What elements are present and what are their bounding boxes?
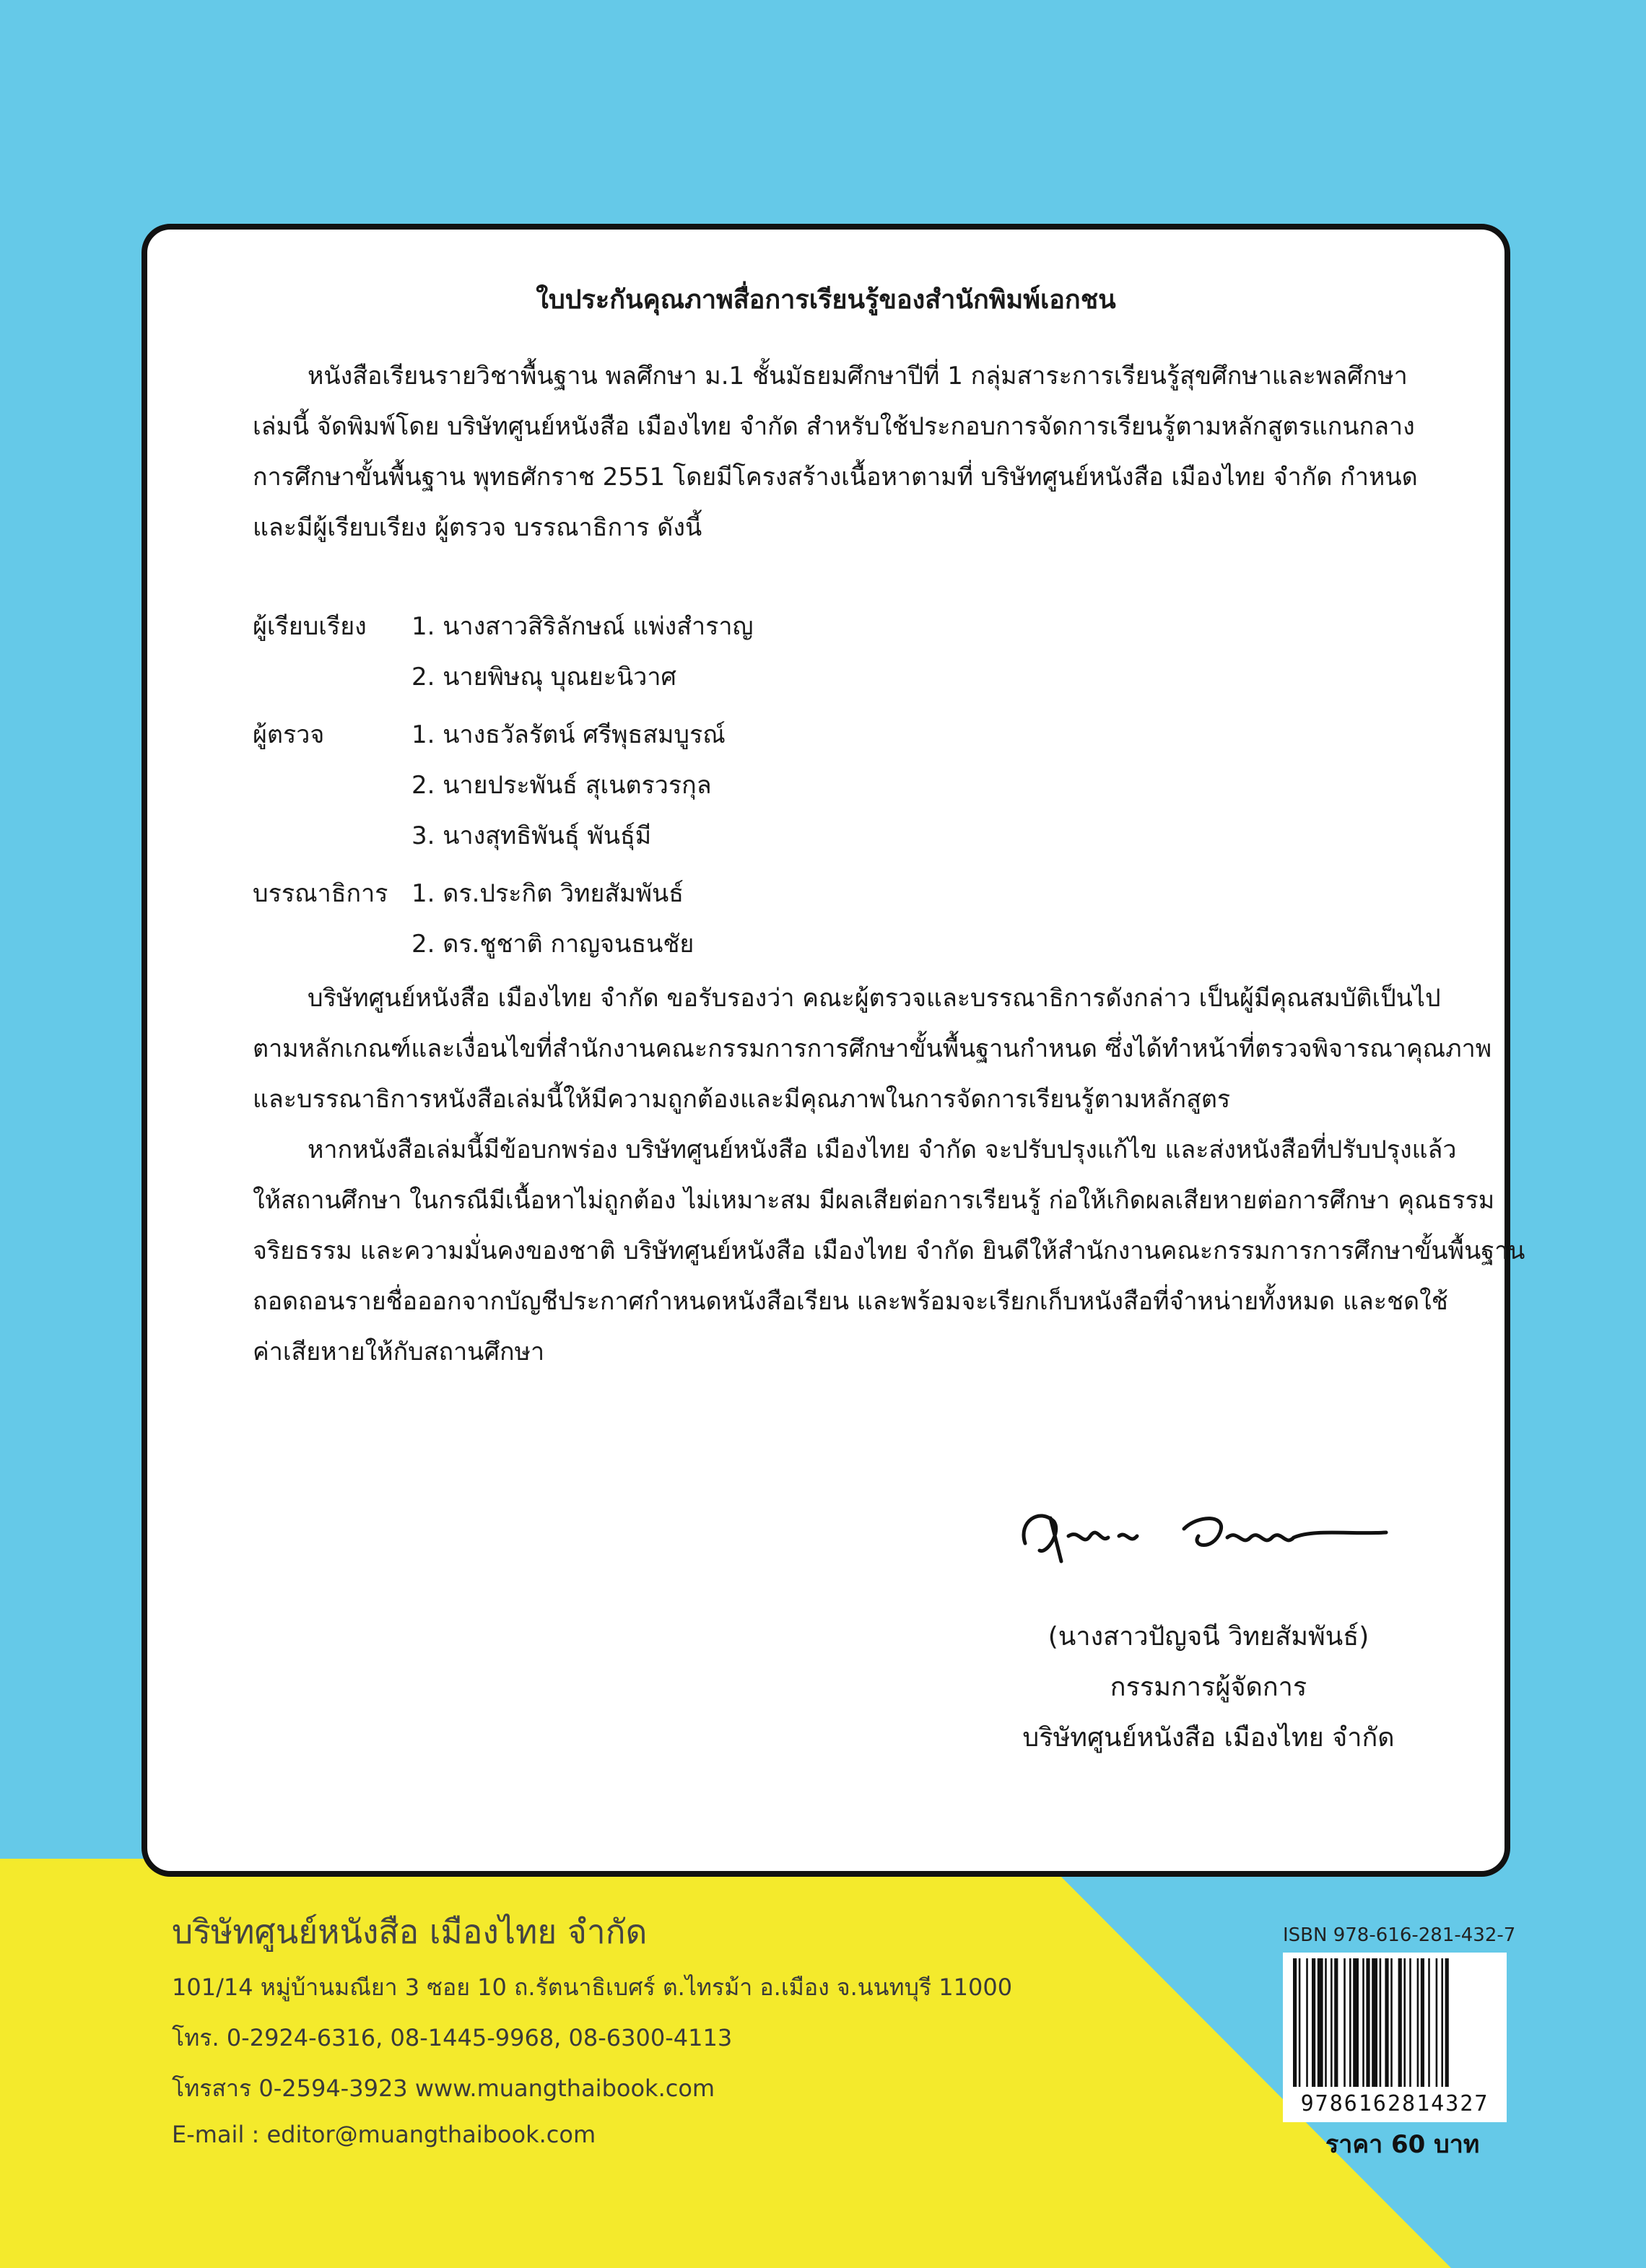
intro-line: การศึกษาขั้นพื้นฐาน พุทธศักราช 2551 โดยมีโครงสร้างเนื้อหาตามที่ บริษัทศูนย์หนังสือ เมืองไทย จำกัด กำหนด [253,463,1418,492]
author-name: 1. นางสาวสิริลักษณ์ แพ่งสำราญ [412,612,754,641]
defect-line: ให้สถานศึกษา ในกรณีมีเนื้อหาไม่ถูกต้อง ไม่เหมาะสม มีผลเสียต่อการเรียนรู้ ก่อให้เกิดผลเสียหายต่อการศึกษา คุณธรรม [253,1186,1495,1215]
reviewers-label: ผู้ตรวจ [253,720,325,749]
barcode-bars [1283,1953,1507,2090]
signature-image [1011,1493,1401,1579]
signer-position: กรรมการผู้จัดการ [1110,1672,1307,1702]
defect-line: ถอดถอนรายชื่อออกจากบัญชีประกาศกำหนดหนังสือเรียน และพร้อมจะเรียกเก็บหนังสือที่จำหน่ายทั้งหมด และชดใช้ [253,1287,1448,1316]
author-name: 2. นายพิษณุ บุณยะนิวาศ [412,663,676,692]
footer-company: บริษัทศูนย์หนังสือ เมืองไทย จำกัด [172,1912,648,1951]
defect-line: จริยธรรม และความมั่นคงของชาติ บริษัทศูนย์หนังสือ เมืองไทย จำกัด ยินดีให้สำนักงานคณะกรรมการการศึกษาขั้นพื้นฐาน [253,1237,1525,1265]
guarantee-line: และบรรณาธิการหนังสือเล่มนี้ให้มีความถูกต้องและมีคุณภาพในการจัดการเรียนรู้ตามหลักสูตร [253,1085,1231,1114]
barcode-digits: 9786162814327 [1300,2091,1489,2116]
intro-line: เล่มนี้ จัดพิมพ์โดย บริษัทศูนย์หนังสือ เมืองไทย จำกัด สำหรับใช้ประกอบการจัดการเรียนรู้ตามหลักสูตรแกนกลาง [253,412,1415,441]
isbn-text: ISBN 978-616-281-432-7 [1283,1924,1516,1946]
reviewer-name: 1. นางธวัลรัตน์ ศรีพุธสมบูรณ์ [412,720,726,749]
guarantee-line: ตามหลักเกณฑ์และเงื่อนไขที่สำนักงานคณะกรรมการการศึกษาขั้นพื้นฐานกำหนด ซึ่งได้ทำหน้าที่ตรวจพิจารณาคุณภาพ [253,1034,1492,1063]
intro-line: และมีผู้เรียบเรียง ผู้ตรวจ บรรณาธิการ ดังนี้ [253,513,702,542]
editor-name: 2. ดร.ชูชาติ กาญจนธนชัย [412,930,694,959]
authors-label: ผู้เรียบเรียง [253,612,367,641]
barcode [1283,1953,1507,2122]
defect-line: หากหนังสือเล่มนี้มีข้อบกพร่อง บริษัทศูนย์หนังสือ เมืองไทย จำกัด จะปรับปรุงแก้ไข และส่งหนังสือที่ปรับปรุงแล้ว [308,1135,1457,1164]
reviewer-name: 2. นายประพันธ์ สุเนตรวรกุล [412,771,712,800]
price-label: ราคา 60 บาท [1325,2130,1480,2159]
footer-address: 101/14 หมู่บ้านมณียา 3 ซอย 10 ถ.รัตนาธิเบศร์ ต.ไทรม้า อ.เมือง จ.นนทบุรี 11000 [172,1973,1013,2001]
certificate-card [141,224,1525,1877]
guarantee-paragraph [253,973,1492,1125]
editors-label: บรรณาธิการ [253,879,388,908]
footer-fax-web: โทรสาร 0-2594-3923 www.muangthaibook.com [172,2075,715,2102]
certificate-title: ใบประกันคุณภาพสื่อการเรียนรู้ของสำนักพิมพ์เอกชน [536,285,1116,315]
intro-line: หนังสือเรียนรายวิชาพื้นฐาน พลศึกษา ม.1 ชั้นมัธยมศึกษาปีที่ 1 กลุ่มสาระการเรียนรู้สุขศึกษาและพลศึกษา [308,362,1408,391]
reviewer-name: 3. นางสุทธิพันธุ์ พันธุ์มี [412,821,652,850]
intro-paragraph [253,351,1418,553]
editor-name: 1. ดร.ประกิต วิทยสัมพันธ์ [412,879,684,908]
signer-name: (นางสาวปัญจนี วิทยสัมพันธ์) [1048,1622,1370,1652]
defect-line: ค่าเสียหายให้กับสถานศึกษา [253,1338,545,1366]
footer-email: E-mail : editor@muangthaibook.com [172,2121,596,2148]
guarantee-line: บริษัทศูนย์หนังสือ เมืองไทย จำกัด ขอรับรองว่า คณะผู้ตรวจและบรรณาธิการดังกล่าว เป็นผู้มีคุณสมบัติเป็นไป [308,984,1441,1013]
defect-paragraph [253,1125,1525,1377]
footer-phone: โทร. 0-2924-6316, 08-1445-9968, 08-6300-4113 [172,2024,733,2051]
signer-company: บริษัทศูนย์หนังสือ เมืองไทย จำกัด [1022,1723,1395,1753]
